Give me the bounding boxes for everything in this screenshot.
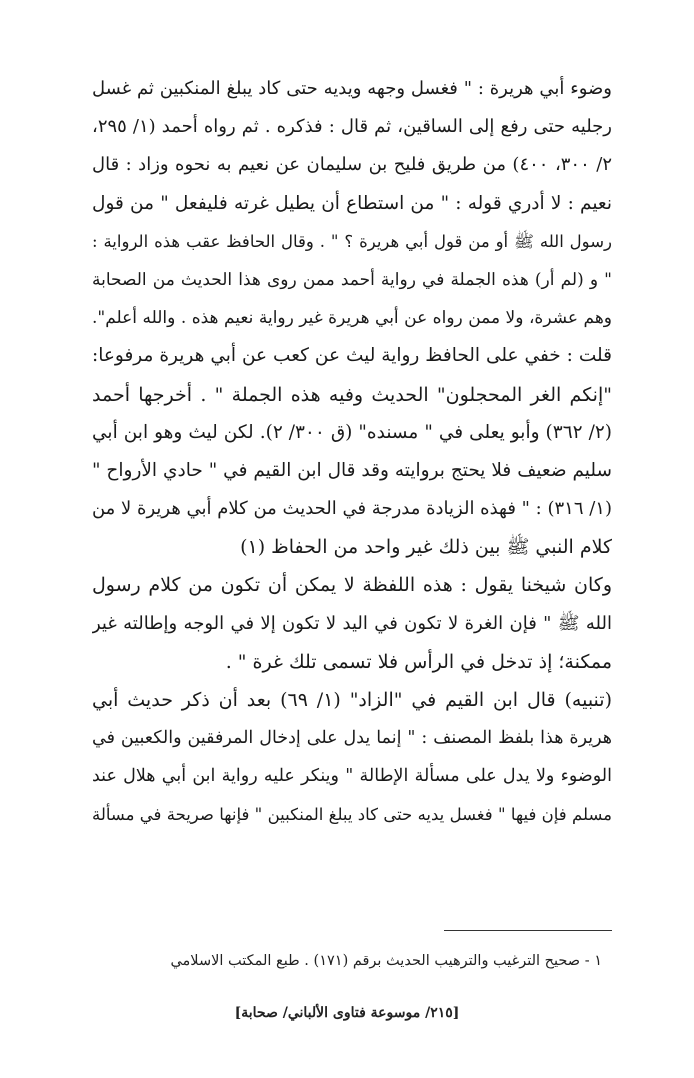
page-body: [92, 70, 612, 834]
footnote: ١ - صحيح الترغيب والترهيب الحديث برقم (١٧١) . طبع المكتب الاسلامي: [170, 953, 602, 969]
body-line: كلام النبي ﷺ بين ذلك غير واحد من الحفاظ (١): [240, 536, 612, 559]
body-line: سليم ضعيف فلا يحتج بروايته وقد قال ابن القيم في " حادي الأرواح ": [92, 459, 612, 481]
body-line: (٢/ ٣٦٢) وأبو يعلى في " مسنده" (ق ٣٠٠/ ٢). لكن ليث وهو ابن أبي: [92, 421, 612, 443]
body-line: رجليه حتى رفع إلى الساقين، ثم قال : فذكره . ثم رواه أحمد (١/ ٢٩٥،: [92, 116, 612, 138]
body-line: قلت : خفي على الحافظ رواية ليث عن كعب عن أبي هريرة مرفوعا:: [92, 345, 612, 367]
body-line: ممكنة؛ إذ تدخل في الرأس فلا تسمى تلك غرة " .: [225, 650, 612, 673]
body-line: هريرة هذا بلفظ المصنف : " إنما يدل على إدخال المرفقين والكعبين في: [92, 728, 612, 749]
body-line: "إنكم الغر المحجلون" الحديث وفيه هذه الجملة " . أخرجها أحمد: [92, 383, 612, 406]
page-footer: [٢١٥/ موسوعة فتاوى الألباني/ صحابة]: [234, 1005, 460, 1021]
body-line: نعيم : لا أدري قوله : " من استطاع أن يطيل غرته فليفعل " من قول: [92, 192, 612, 214]
body-line: (تنبيه) قال ابن القيم في "الزاد" (١/ ٦٩) بعد أن ذكر حديث أبي: [92, 689, 612, 711]
body-line: رسول الله ﷺ أو من قول أبي هريرة ؟ " . وقال الحافظ عقب هذه الرواية :: [92, 231, 612, 251]
body-line: الله ﷺ " فإن الغرة لا تكون في اليد لا تكون إلا في الوجه وإطالته غير: [92, 612, 612, 634]
body-line: الوضوء ولا يدل على مسألة الإطالة " وينكر عليه رواية ابن أبي هلال عند: [92, 766, 612, 787]
body-line: وهم عشرة، ولا ممن رواه عن أبي هريرة غير رواية نعيم هذه . والله أعلم".: [92, 308, 612, 329]
body-line: وكان شيخنا يقول : هذه اللفظة لا يمكن أن تكون من كلام رسول: [92, 574, 612, 597]
footnote-divider: [444, 930, 612, 931]
body-line: (١/ ٣١٦) : " فهذه الزيادة مدرجة في الحديث من كلام أبي هريرة لا من: [92, 498, 612, 520]
body-line: مسلم فإن فيها " فغسل يديه حتى كاد يبلغ المنكبين " فإنها صريحة في مسألة: [92, 804, 612, 824]
body-line: ٢/ ٣٠٠، ٤٠٠) من طريق فليح بن سليمان عن نعيم به نحوه وزاد : قال: [92, 154, 612, 176]
body-line: وضوء أبي هريرة : " فغسل وجهه ويديه حتى كاد يبلغ المنكبين ثم غسل: [92, 78, 612, 99]
body-line: " و (لم أر) هذه الجملة في رواية أحمد ممن روى هذا الحديث من الصحابة: [92, 269, 612, 290]
